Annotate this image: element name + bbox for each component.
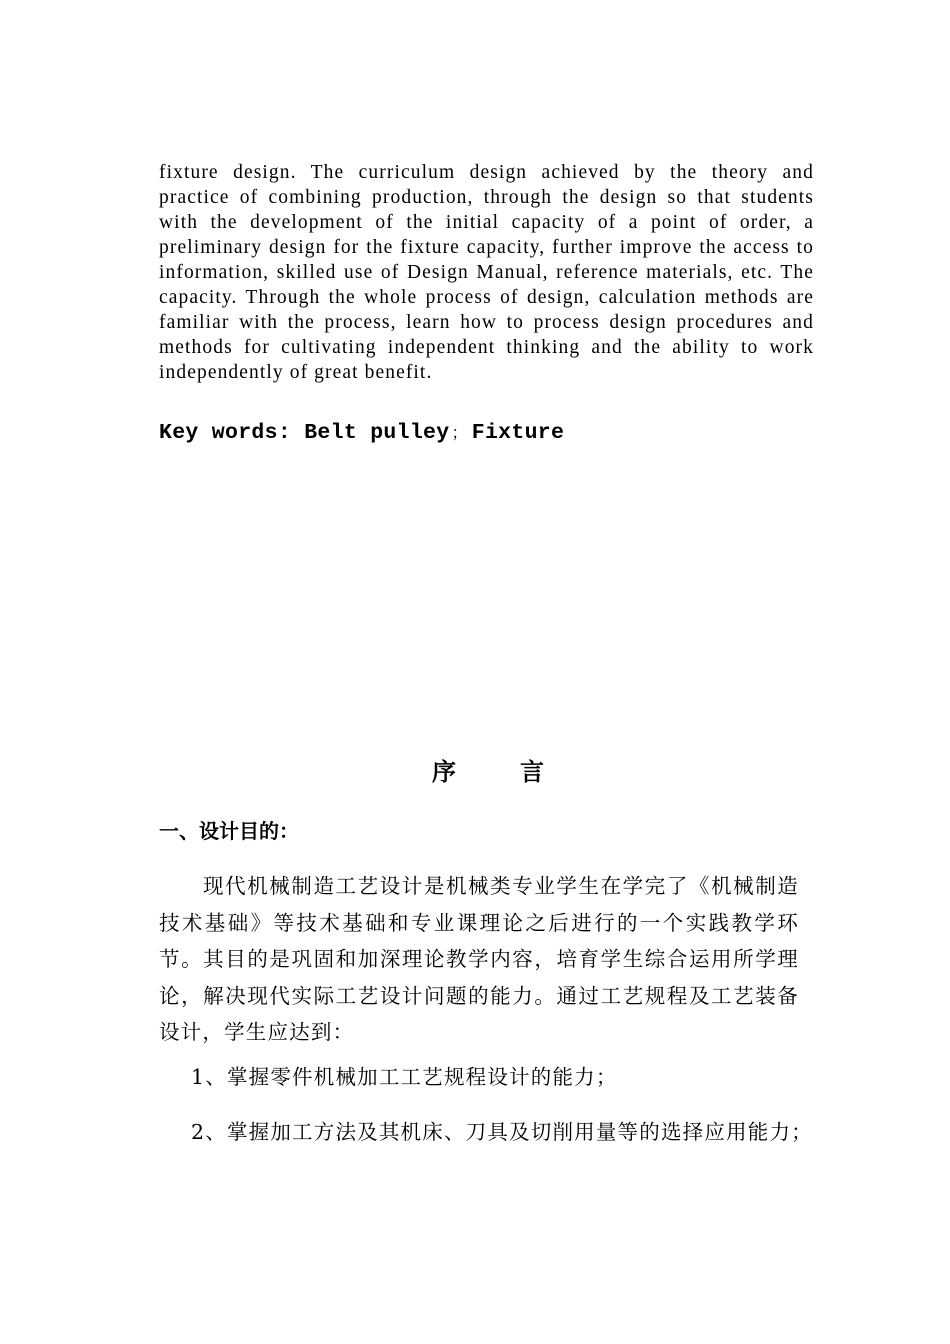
keywords-line — [159, 420, 564, 445]
list-item: 1、掌握零件机械加工工艺规程设计的能力； — [191, 1065, 618, 1089]
keywords-term: Fixture — [471, 421, 565, 445]
keywords-label: Key words: Belt pulley — [159, 421, 450, 445]
design-purpose-paragraph: 现代机械制造工艺设计是机械类专业学生在学完了《机械制造技术基础》等技术基础和专业课理论之后进行的一个实践教学环节。其目的是巩固和加深理论教学内容，培育学生综合运用所学理论，解决现代实际工艺设计问题的能力。通过工艺规程及工艺装备设计，学生应达到： — [159, 874, 799, 1044]
keywords-separator: ； — [451, 425, 468, 443]
abstract-paragraph: fixture design. The curriculum design achieved by the theory and practice of combining production, through the design so that students with the development of the initial capacity of a point of order, a preliminary design for the fixture capacity, further improve the access to information, skilled use of Design Manual, reference materials, etc. The capacity. Through the whole process of design, calculation methods are familiar with the process, learn how to process design procedures and methods for cultivating independent thinking and the ability to work independently of great benefit. — [159, 162, 814, 383]
section-heading-design-purpose: 一、设计目的： — [159, 819, 299, 843]
list-item: 2、掌握加工方法及其机床、刀具及切削用量等的选择应用能力； — [191, 1120, 813, 1144]
preface-title: 序言 — [432, 758, 608, 786]
